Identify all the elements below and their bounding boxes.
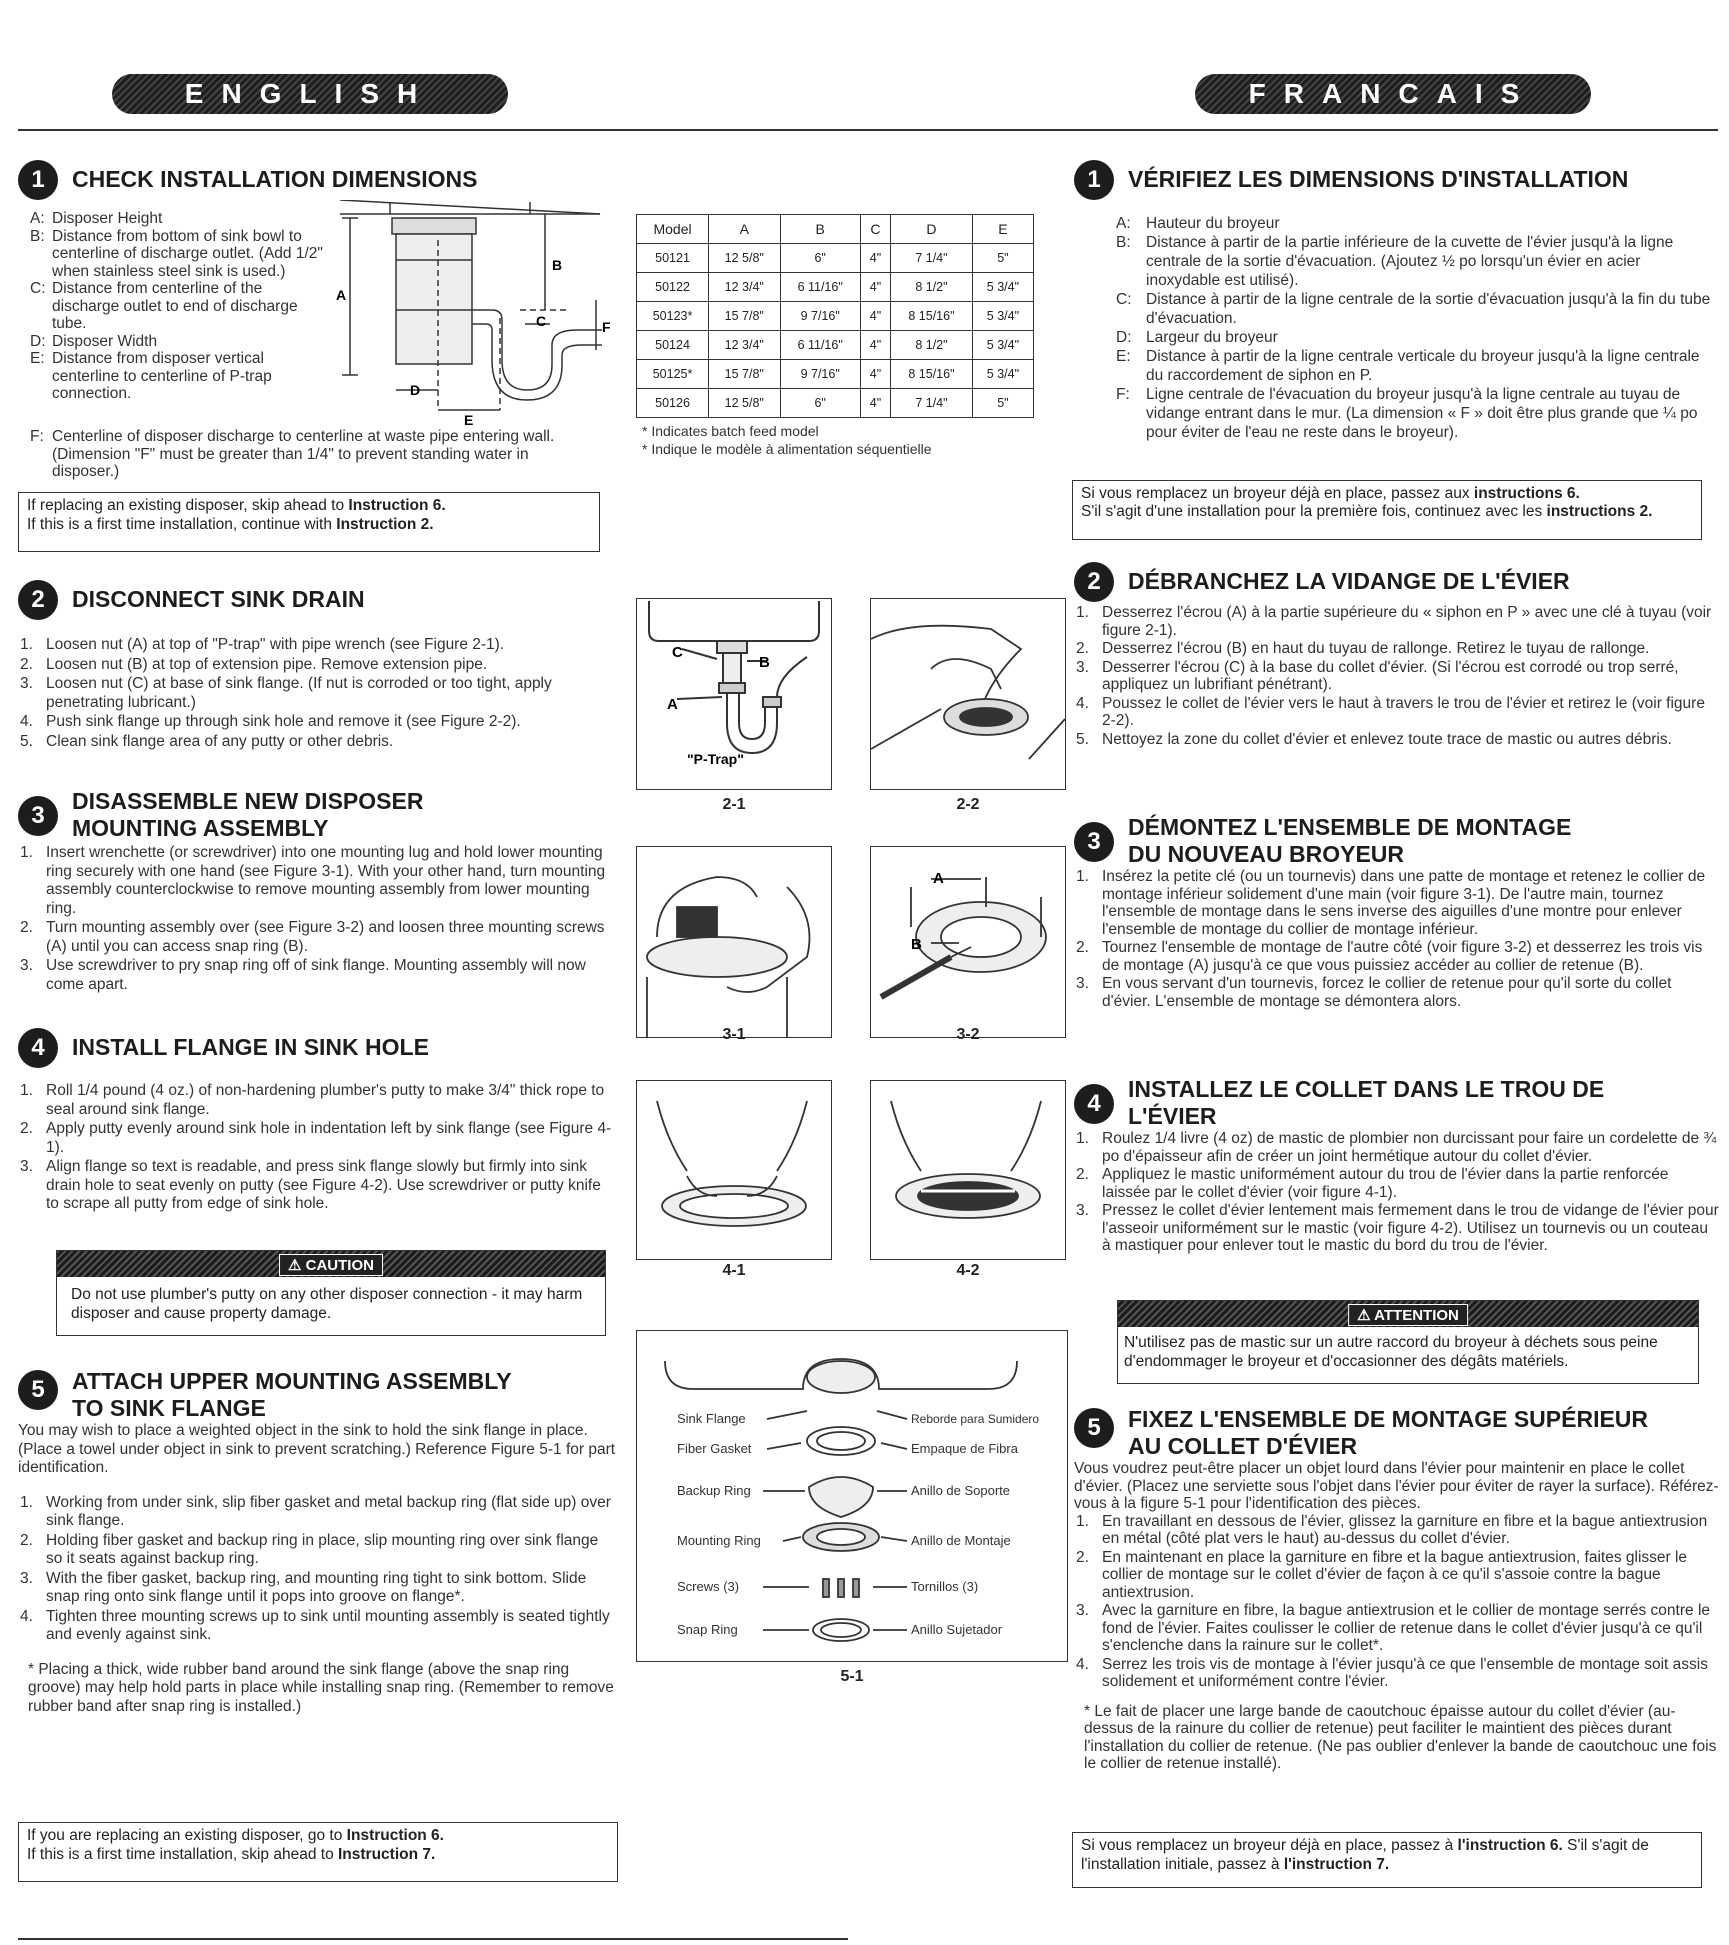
- figure-caption: 3-2: [956, 1026, 980, 1043]
- section-title: DÉMONTEZ L'ENSEMBLE DE MONTAGE: [1128, 814, 1572, 840]
- list-item: 3. Loosen nut (C) at base of sink flange. (If nut is corroded or too tight, apply penetrating lubricant.): [20, 675, 552, 711]
- list-item: 1. Insérez la petite clé (ou un tournevis) dans une patte de montage et retenez le collier de montage inférieur solidement d'une main (voir figure 3-1). De l'autre main, tournez l'ensemble de montage dans le sens inverse des aiguilles d'une montre pour enlever l'ensemble de montage du collier de montage inférieur.: [1076, 868, 1706, 938]
- dim-label-a: A: [336, 287, 347, 303]
- part-label-es: Anillo de Soporte: [911, 1483, 1011, 1498]
- section-title-line-2: DU NOUVEAU BROYEUR: [1128, 841, 1405, 867]
- list-item: 1. Roulez 1/4 livre (4 oz) de mastic de plombier non durcissant pour faire un cordelette de ¾ po d'épaisseur afin de créer un joint hermétique autour du collet d'évier.: [1076, 1130, 1717, 1165]
- caution-text: Do not use plumber's putty on any other disposer connection - it may harm disposer and cause property damage.: [71, 1286, 583, 1322]
- list-item: 5. Clean sink flange area of any putty or other debris.: [20, 732, 394, 750]
- en-caution-box: [56, 1250, 606, 1336]
- list-item: 4. Serrez les trois vis de montage à l'évier jusqu'à ce que l'ensemble de montage soit assis solidement et uniformément contre l'évier.: [1076, 1655, 1708, 1690]
- section-title-line-2: TO SINK FLANGE: [72, 1395, 266, 1421]
- step-number-badge: 1: [18, 160, 58, 200]
- mounting-removal-illustration: [637, 847, 831, 1037]
- figure-caption: 2-2: [956, 796, 980, 813]
- figure-3-2: [870, 846, 1066, 1038]
- dim-label-e: E: [464, 412, 474, 428]
- dim-label-c: C: [536, 313, 547, 329]
- figure-4-1: [636, 1080, 832, 1260]
- figure-caption: 2-1: [722, 796, 746, 813]
- list-item: 1. En travaillant en dessous de l'évier, glissez la garniture en fibre et la bague antiextrusion en métal (côté plat vers le haut) au-dessus du collet d'évier.: [1076, 1512, 1708, 1547]
- section-title: DISASSEMBLE NEW DISPOSER: [72, 788, 424, 814]
- list-item: 2. Loosen nut (B) at top of extension pipe. Remove extension pipe.: [20, 655, 488, 673]
- ptrap-illustration: [637, 599, 831, 789]
- figure-caption: 3-1: [722, 1026, 746, 1043]
- section-intro: You may wish to place a weighted object in the sink to hold the sink flange in place. (Place a towel under object in sink to prevent scratching.) Reference Figure 5-1 for part identification.: [18, 1422, 616, 1476]
- section-title: DISCONNECT SINK DRAIN: [72, 586, 365, 612]
- list-item: 4. Poussez le collet de l'évier vers le haut à travers le trou de l'évier et retirez le (voir figure 2-2).: [1076, 694, 1705, 729]
- section-title: INSTALLEZ LE COLLET DANS LE TROU DE: [1128, 1076, 1605, 1102]
- section-title: DÉBRANCHEZ LA VIDANGE DE L'ÉVIER: [1128, 568, 1570, 594]
- part-label-en: Backup Ring: [677, 1483, 751, 1498]
- step-number-badge: 3: [18, 796, 58, 836]
- list-item: 2. Apply putty evenly around sink hole in indentation left by sink flange (see Figure 4-1).: [20, 1120, 612, 1156]
- ptrap-label: "P-Trap": [687, 751, 744, 767]
- list-item: 3. Pressez le collet d'évier lentement mais fermement dans le trou de vidange de l'évier pour l'asseoir uniformément sur le mastic (voir figure 4-2). Utilisez un tournevis ou un couteau à mastiquer pour enlever tout le mastic du bord du trou de l'évier.: [1076, 1202, 1719, 1254]
- dim-label-f: F: [602, 319, 611, 335]
- table-row: 50126 12 5/8" 6" 4" 7 1/4" 5": [637, 389, 1034, 418]
- list-item: 1. Working from under sink, slip fiber gasket and metal backup ring (flat side up) over sink flange.: [20, 1493, 611, 1529]
- dim-label-d: D: [410, 382, 421, 398]
- sink-flange-removal-illustration: [871, 599, 1065, 789]
- list-item: 2. Desserrez l'écrou (B) en haut du tuyau de rallonge. Retirez le tuyau de rallonge.: [1076, 640, 1650, 657]
- step-number-badge: 2: [18, 580, 58, 620]
- part-label-es: Reborde para Sumidero: [911, 1412, 1040, 1426]
- disposer-dimension-diagram: [330, 200, 620, 430]
- list-item: 2. Appliquez le mastic uniformément autour du trou de l'évier dans la partie renforcée laissée par le collet d'évier (voir figure 4-1).: [1076, 1166, 1669, 1201]
- figure-3-1: [636, 846, 832, 1038]
- footnote: * Le fait de placer une large bande de caoutchouc épaisse autour du collet d'évier (au-dessus de la rainure du collier de retenue) peut faciliter le maintient des pièces durant l'installation du collier de retenue. (Ne pas oublier d'enlever la bande de caoutchouc une fois le collier de retenue installé).: [1084, 1702, 1717, 1772]
- list-item: 4. Tighten three mounting screws up to sink until mounting assembly is seated tightly and evenly against sink.: [20, 1607, 610, 1643]
- part-label-es: Tornillos (3): [911, 1579, 979, 1594]
- list-item: 3. With the fiber gasket, backup ring, and mounting ring tight to sink bottom. Slide snap ring onto sink flange until it pops into groove on flange*.: [20, 1569, 587, 1605]
- figure-2-2: [870, 598, 1066, 790]
- en-section-2: [18, 580, 618, 752]
- list-item: 2. En maintenant en place la garniture en fibre et la bague antiextrusion, faites glisser le collier de montage sur le collet d'évier de façon à ce qu'il s'assoie contre la bague antiextrusion.: [1076, 1548, 1688, 1601]
- en-notice-box-5: If you are replacing an existing disposer, go to Instruction 6. If this is a first time installation, skip ahead to Instruction 7.: [18, 1822, 618, 1882]
- fr-section-2: [1074, 562, 1719, 749]
- table-header-row: Model A B C D E: [637, 215, 1034, 244]
- putty-application-illustration: [637, 1081, 831, 1259]
- figure-2-1: [636, 598, 832, 790]
- section-title: FIXEZ L'ENSEMBLE DE MONTAGE SUPÉRIEUR: [1128, 1406, 1649, 1432]
- svg-text:B: B: [759, 654, 770, 671]
- list-item: 3. En vous servant d'un tournevis, forcez le collier de retenue pour qu'il sorte du collet d'évier. L'ensemble de montage se démontera alors.: [1076, 975, 1672, 1010]
- dim-label-b: B: [552, 257, 563, 273]
- caution-text: N'utilisez pas de mastic sur un autre raccord du broyeur à déchets sous peine d'endommager le broyeur et d'occasionner des dégâts matériels.: [1124, 1334, 1658, 1370]
- fr-section-4: [1074, 1070, 1719, 1256]
- list-item: 2. Holding fiber gasket and backup ring in place, slip mounting ring over sink flange so it seats against backup ring.: [20, 1531, 599, 1567]
- en-dimension-f: F: Centerline of disposer discharge to centerline at waste pipe entering wall. (Dimension "F" must be greater than 1/4" to prevent standing water in disposer.): [30, 428, 555, 480]
- header-rule: [18, 129, 1718, 131]
- step-number-badge: 3: [1074, 822, 1114, 862]
- en-section-4: [18, 1028, 618, 1215]
- list-item: 1. Desserrez l'écrou (A) à la partie supérieure du « siphon en P » avec une clé à tuyau (voir figure 2-1).: [1076, 604, 1712, 639]
- part-label-en: Fiber Gasket: [677, 1441, 752, 1456]
- list-item: 1. Roll 1/4 pound (4 oz.) of non-hardening plumber's putty to make 3/4" thick rope to seal around sink flange.: [20, 1082, 605, 1118]
- fr-section-5: [1074, 1400, 1719, 1773]
- part-label-en: Screws (3): [677, 1579, 740, 1594]
- table-row: 50125* 15 7/8" 9 7/16" 4" 8 15/16" 5 3/4": [637, 360, 1034, 389]
- francais-header: FRANCAIS: [1195, 74, 1591, 114]
- step-number-badge: 1: [1074, 160, 1114, 200]
- part-label-en: Mounting Ring: [677, 1533, 761, 1548]
- section-title: VÉRIFIEZ LES DIMENSIONS D'INSTALLATION: [1128, 166, 1629, 192]
- step-number-badge: 4: [18, 1028, 58, 1068]
- section-title-line-2: MOUNTING ASSEMBLY: [72, 815, 329, 841]
- part-label-en: Snap Ring: [677, 1622, 738, 1637]
- table-row: 50122 12 3/4" 6 11/16" 4" 8 1/2" 5 3/4": [637, 273, 1034, 302]
- step-number-badge: 4: [1074, 1084, 1114, 1124]
- en-notice-box-1: If replacing an existing disposer, skip ahead to Instruction 6. If this is a first time installation, continue with Instruction 2.: [18, 492, 600, 552]
- section-title: INSTALL FLANGE IN SINK HOLE: [72, 1034, 429, 1060]
- english-header: ENGLISH: [112, 74, 508, 114]
- fr-notice-box-5: Si vous remplacez un broyeur déjà en place, passez à l'instruction 6. S'il s'agit de l'installation initiale, passez à l'instruction 7.: [1072, 1832, 1702, 1888]
- mounting-screws-illustration: [871, 847, 1065, 1037]
- step-number-badge: 5: [18, 1370, 58, 1410]
- section-title-line-2: L'ÉVIER: [1128, 1103, 1217, 1129]
- parts-exploded-illustration: [637, 1331, 1067, 1661]
- figure-caption: 5-1: [840, 1668, 864, 1685]
- caution-label: ⚠ CAUTION: [279, 1254, 383, 1276]
- fr-caution-box: [1117, 1300, 1699, 1384]
- figure-5-1: [636, 1330, 1068, 1662]
- model-dimension-table: [636, 214, 1034, 418]
- list-item: 2. Tournez l'ensemble de montage de l'autre côté (voir figure 3-2) et desserrez les trois vis de montage (A) jusqu'à ce que vous puissiez accéder au collier de retenue (B).: [1076, 939, 1703, 974]
- list-item: 3. Use screwdriver to pry snap ring off of sink flange. Mounting assembly will now come apart.: [20, 957, 586, 993]
- footer-rule: [18, 1938, 848, 1940]
- figure-caption: 4-1: [722, 1262, 746, 1279]
- en-section-3: [18, 782, 618, 995]
- list-item: 3. Align flange so text is readable, and press sink flange slowly but firmly into sink drain hole to seat evenly on putty (see Figure 4-2). Use screwdriver or putty knife to scrape all putty from edge of sink hole.: [20, 1158, 601, 1212]
- list-item: 5. Nettoyez la zone du collet d'évier et enlevez toute trace de mastic ou autres débris.: [1076, 730, 1672, 748]
- flange-press-illustration: [871, 1081, 1065, 1259]
- table-row: 50123* 15 7/8" 9 7/16" 4" 8 15/16" 5 3/4": [637, 302, 1034, 331]
- part-label-es: Anillo Sujetador: [911, 1622, 1003, 1637]
- svg-text:C: C: [672, 644, 683, 661]
- svg-text:A: A: [667, 696, 678, 713]
- en-dimension-list: A: Disposer Height B: Distance from bottom of sink bowl to centerline of discharge outlet. (Add 1/2" when stainless steel sink is used.) C: Distance from centerline of the discharge outlet to end of discharge tube. D: Disposer Width E: Distance from disposer vertical centerline to centerline of P-trap connection.: [30, 210, 323, 402]
- step-number-badge: 2: [1074, 562, 1114, 602]
- figure-caption: 4-2: [956, 1262, 980, 1279]
- footnote: * Placing a thick, wide rubber band around the sink flange (above the snap ring groove) may help hold parts in place while installing snap ring. (Remember to remove rubber band after snap ring is installed.): [28, 1660, 614, 1715]
- list-item: 1. Loosen nut (A) at top of "P-trap" with pipe wrench (see Figure 2-1).: [20, 636, 505, 653]
- figure-4-2: [870, 1080, 1066, 1260]
- list-item: 4. Push sink flange up through sink hole and remove it (see Figure 2-2).: [20, 713, 521, 730]
- list-item: 3. Desserrer l'écrou (C) à la base du collet d'évier. (Si l'écrou est corrodé ou trop serré, appliquez un lubrifiant pénétrant).: [1076, 658, 1679, 693]
- part-label-es: Empaque de Fibra: [911, 1441, 1018, 1456]
- list-item: 2. Turn mounting assembly over (see Figure 3-2) and loosen three mounting screws (A) until you can access snap ring (B).: [20, 919, 605, 955]
- en-section-5: [18, 1362, 618, 1716]
- fr-dimension-list: A: Hauteur du broyeur B: Distance à partir de la partie inférieure de la cuvette de l'évier jusqu'à la ligne centrale de la sortie d'évacuation. (Ajoutez ½ po lorsqu'un évier en acier inoxydable est utilisé). C: Distance à partir de la ligne centrale de la sortie d'évacuation jusqu'à la fin du tube d'évacuation. D: Largeur du broyeur E: Distance à partir de la ligne centrale verticale du broyeur jusqu'à la ligne centrale du raccordement de siphon en P. F: Ligne centrale de l'évacuation du broyeur jusqu'à la ligne centrale au tuyau de vidange entrant dans le mur. (La dimension « F » doit être plus grande que ¼ po pour éviter de l'eau ne reste dans le broyeur).: [1116, 215, 1711, 441]
- fr-notice-box-1: Si vous remplacez un broyeur déjà en place, passez aux instructions 6. S'il s'agit d'une installation pour la première fois, continuez avec les instructions 2.: [1072, 480, 1702, 540]
- fr-section-1: [1074, 160, 1719, 208]
- svg-text:B: B: [911, 936, 922, 953]
- list-item: 1. Insert wrenchette (or screwdriver) into one mounting lug and hold lower mounting ring securely with one hand (see Figure 3-1). With your other hand, turn mounting assembly counterclockwise to remove mounting assembly from lower mounting ring.: [20, 844, 606, 917]
- step-number-badge: 5: [1074, 1408, 1114, 1448]
- section-title: CHECK INSTALLATION DIMENSIONS: [72, 166, 478, 192]
- table-footnote: * Indicates batch feed model * Indique le modèle à alimentation séquentielle: [642, 423, 932, 457]
- table-row: 50124 12 3/4" 6 11/16" 4" 8 1/2" 5 3/4": [637, 331, 1034, 360]
- fr-section-3: [1074, 808, 1719, 1011]
- table-row: 50121 12 5/8" 6" 4" 7 1/4" 5": [637, 244, 1034, 273]
- part-label-en: Sink Flange: [677, 1411, 746, 1426]
- list-item: 3. Avec la garniture en fibre, la bague antiextrusion et le collier de montage serrés contre le fond de l'évier. Faites coulisser le collier de retenue dans le collet d'évier jusqu'à ce qu'il s'enclenche dans la rainure sur le collet*.: [1076, 1602, 1711, 1654]
- section-title-line-2: AU COLLET D'ÉVIER: [1128, 1433, 1358, 1459]
- part-label-es: Anillo de Montaje: [911, 1533, 1011, 1548]
- svg-text:A: A: [933, 870, 944, 887]
- section-intro: Vous voudrez peut-être placer un objet lourd dans l'évier pour maintenir en place le collet d'évier. (Placez une serviette sous l'objet dans l'évier pour éviter de rayer la surface). Référez-vous à la figure 5-1 pour l'identification des pièces.: [1074, 1460, 1719, 1512]
- caution-label: ⚠ ATTENTION: [1348, 1304, 1468, 1326]
- section-title: ATTACH UPPER MOUNTING ASSEMBLY: [72, 1368, 512, 1394]
